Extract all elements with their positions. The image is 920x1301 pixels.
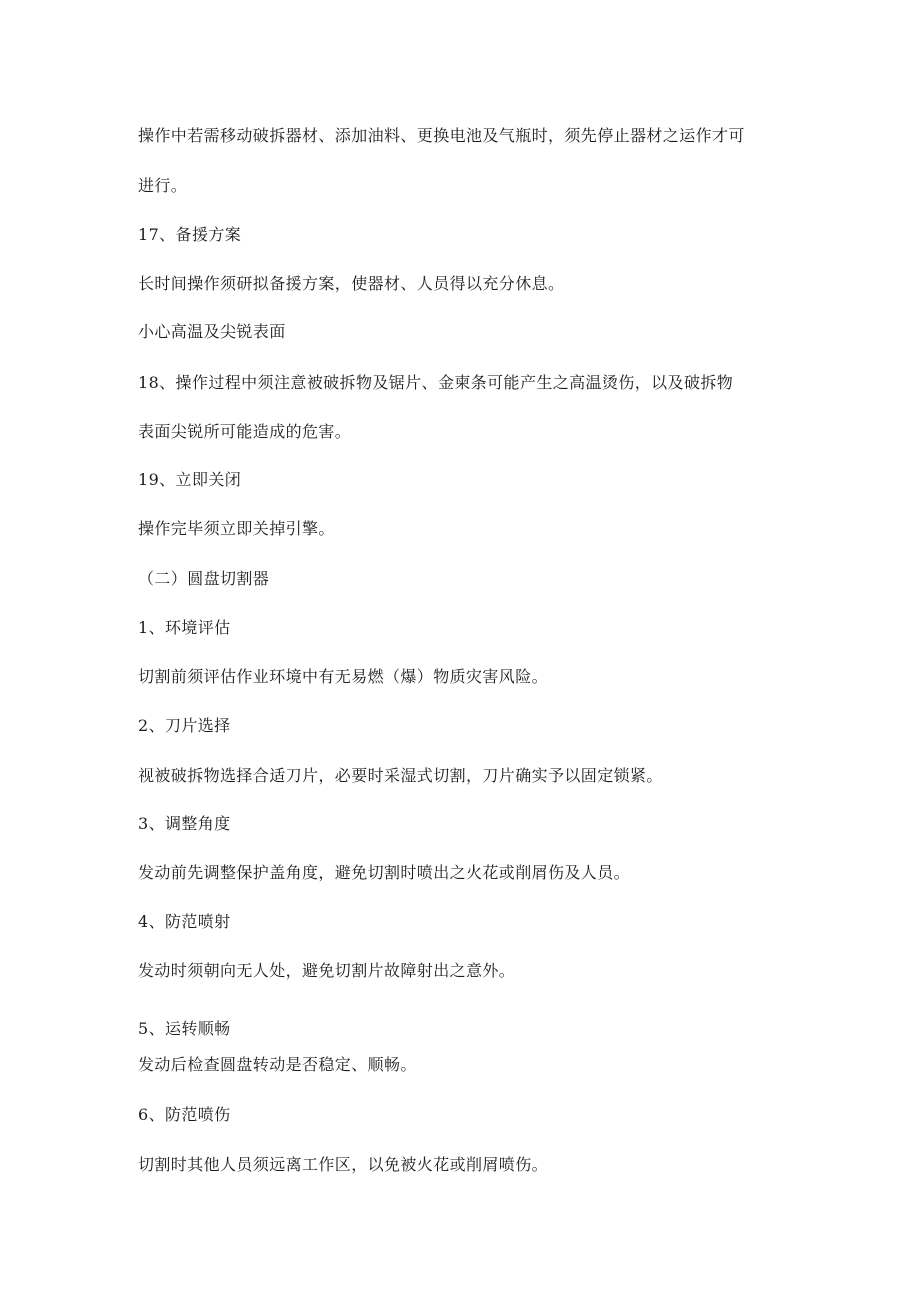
paragraph-line: 切割时其他人员须远离工作区，以免被火花或削屑喷伤。 bbox=[138, 1155, 549, 1174]
paragraph-line: 18、操作过程中须注意被破拆物及锯片、金柬条可能产生之高温烫伤，以及破拆物 bbox=[138, 373, 734, 392]
section-heading: 17、备援方案 bbox=[138, 225, 242, 244]
paragraph-line: 切割前须评估作业环境中有无易燃（爆）物质灾害风险。 bbox=[138, 667, 549, 686]
section-heading: 2、刀片选择 bbox=[138, 716, 231, 735]
section-heading: 小心高温及尖锐表面 bbox=[138, 322, 286, 341]
paragraph-line: 视被破拆物选择合适刀片，必要时采湿式切割，刀片确实予以固定锁紧。 bbox=[138, 766, 663, 785]
section-heading: 1、环境评估 bbox=[138, 618, 231, 637]
paragraph-line: 操作中若需移动破拆器材、添加油料、更换电池及气瓶时，须先停止器材之运作才可 bbox=[138, 126, 745, 145]
section-heading: 3、调整角度 bbox=[138, 814, 231, 833]
paragraph-line: 发动前先调整保护盖角度，避免切割时喷出之火花或削屑伤及人员。 bbox=[138, 863, 631, 882]
section-heading: 6、防范喷伤 bbox=[138, 1105, 231, 1124]
paragraph-line: 操作完毕须立即关掉引擎。 bbox=[138, 519, 335, 538]
section-heading: 19、立即关闭 bbox=[138, 470, 242, 489]
chapter-heading: （二）圆盘切割器 bbox=[138, 569, 270, 588]
paragraph-line: 发动时须朝向无人处，避免切割片故障射出之意外。 bbox=[138, 961, 516, 980]
paragraph-line: 进行。 bbox=[138, 176, 188, 195]
paragraph-line: 发动后检查圆盘转动是否稳定、顺畅。 bbox=[138, 1055, 417, 1074]
paragraph-line: 长时间操作须研拟备援方案，使器材、人员得以充分休息。 bbox=[138, 274, 565, 293]
section-heading: 4、防范喷射 bbox=[138, 912, 231, 931]
paragraph-line: 表面尖锐所可能造成的危害。 bbox=[138, 422, 352, 441]
section-heading: 5、运转顺畅 bbox=[138, 1019, 231, 1038]
